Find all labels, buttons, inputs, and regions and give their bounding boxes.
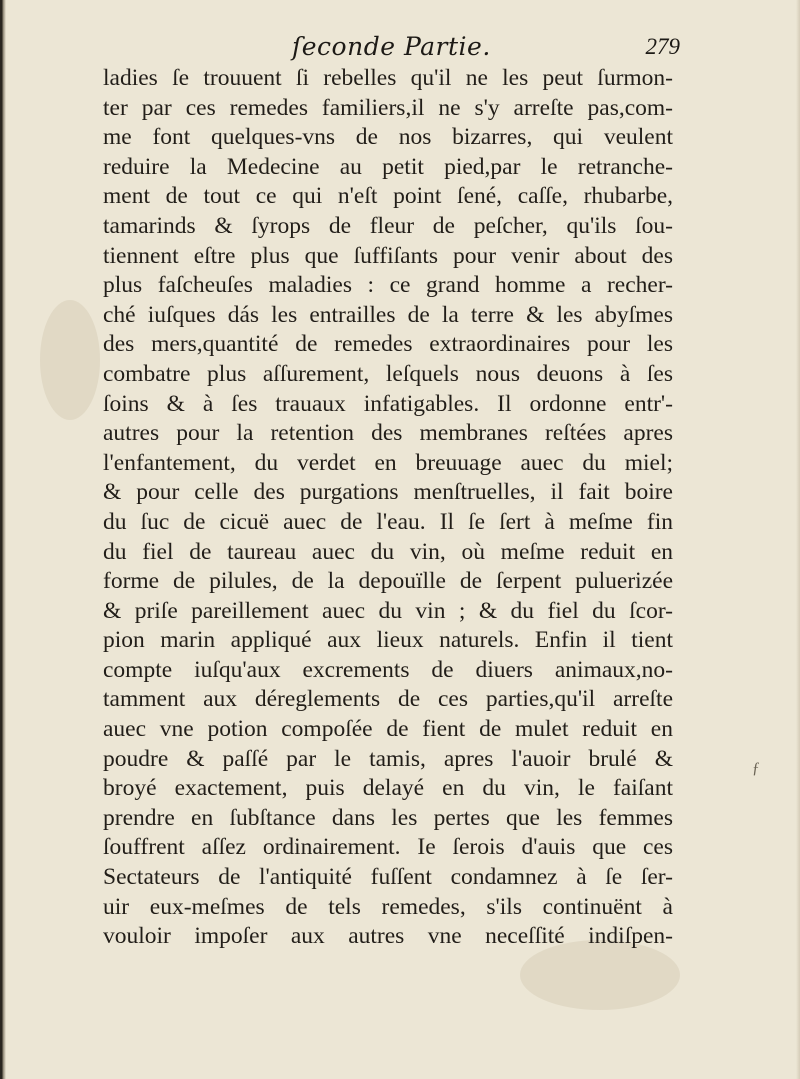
text-line: pion marin appliqué aux lieux naturels. Enfin il tient [103, 627, 673, 654]
text-line: & pour celle des purgations menſtruelles, il fait boire [103, 479, 673, 506]
text-line: des mers,quantité de remedes extraordinaires pour les [103, 331, 673, 358]
text-line: ſoins & à ſes trauaux infatigables. Il ordonne entr'- [103, 390, 673, 417]
text-line: ment de tout ce qui n'eſt point ſené, caſſe, rhubarbe, [103, 183, 673, 210]
page-number: 279 [645, 34, 680, 59]
text-line: tamment aux déreglements de ces parties,qu'il arreſte [103, 686, 673, 713]
text-line: uir eux-meſmes de tels remedes, s'ils continuënt à [103, 893, 673, 920]
text-line: compte iuſqu'aux excrements de diuers animaux,no- [103, 656, 673, 683]
text-line: vouloir impoſer aux autres vne neceſſité indiſpen- [103, 923, 673, 950]
text-line: autres pour la retention des membranes reſtées apres [103, 420, 673, 447]
paper-stain [40, 300, 100, 420]
text-line: prendre en ſubſtance dans les pertes que les femmes [103, 804, 673, 831]
text-line: du fiel de taureau auec du vin, où meſme reduit en [103, 538, 673, 565]
text-line: broyé exactement, puis delayé en du vin, le faiſant [103, 775, 673, 802]
text-line: plus faſcheuſes maladies : ce grand homme a recher- [103, 272, 673, 299]
body-text [103, 64, 673, 952]
page-left-edge [0, 0, 6, 1079]
text-line: du ſuc de cicuë auec de l'eau. Il ſe ſert à meſme fin [103, 508, 673, 535]
text-line: ché iuſques dás les entrailles de la terre & les abyſmes [103, 301, 673, 328]
text-line: ter par ces remedes familiers,il ne s'y arreſte pas,com- [103, 94, 673, 121]
text-line: ladies ſe trouuent ſi rebelles qu'il ne les peut ſurmon- [103, 65, 673, 91]
page-right-edge [796, 0, 800, 1079]
text-line: & priſe pareillement auec du vin ; & du fiel du ſcor- [103, 597, 673, 624]
text-line: forme de pilules, de la depouïlle de ſerpent puluerizée [103, 568, 673, 595]
running-header [100, 32, 680, 68]
text-line: me font quelques-vns de nos bizarres, qui veulent [103, 124, 673, 151]
text-line: combatre plus aſſurement, leſquels nous deuons à ſes [103, 360, 673, 387]
text-line: reduire la Medecine au petit pied,par le retranche- [103, 153, 673, 180]
running-title: ſeconde Partie. [292, 32, 491, 61]
text-line: poudre & paſſé par le tamis, apres l'auoir brulé & [103, 745, 673, 772]
text-line: auec vne potion compoſée de fient de mulet reduit en [103, 716, 673, 743]
text-line: l'enfantement, du verdet en breuuage auec du miel; [103, 449, 673, 476]
text-line: tiennent eſtre plus que ſuffiſants pour venir about des [103, 242, 673, 269]
text-line: tamarinds & ſyrops de fleur de peſcher, qu'ils ſou- [103, 212, 673, 239]
margin-mark: ƒ [752, 760, 760, 777]
text-line: Sectateurs de l'antiquité fuſſent condamnez à ſe ſer- [103, 864, 673, 891]
text-line: ſouffrent aſſez ordinairement. Ie ſerois d'auis que ces [103, 834, 673, 861]
